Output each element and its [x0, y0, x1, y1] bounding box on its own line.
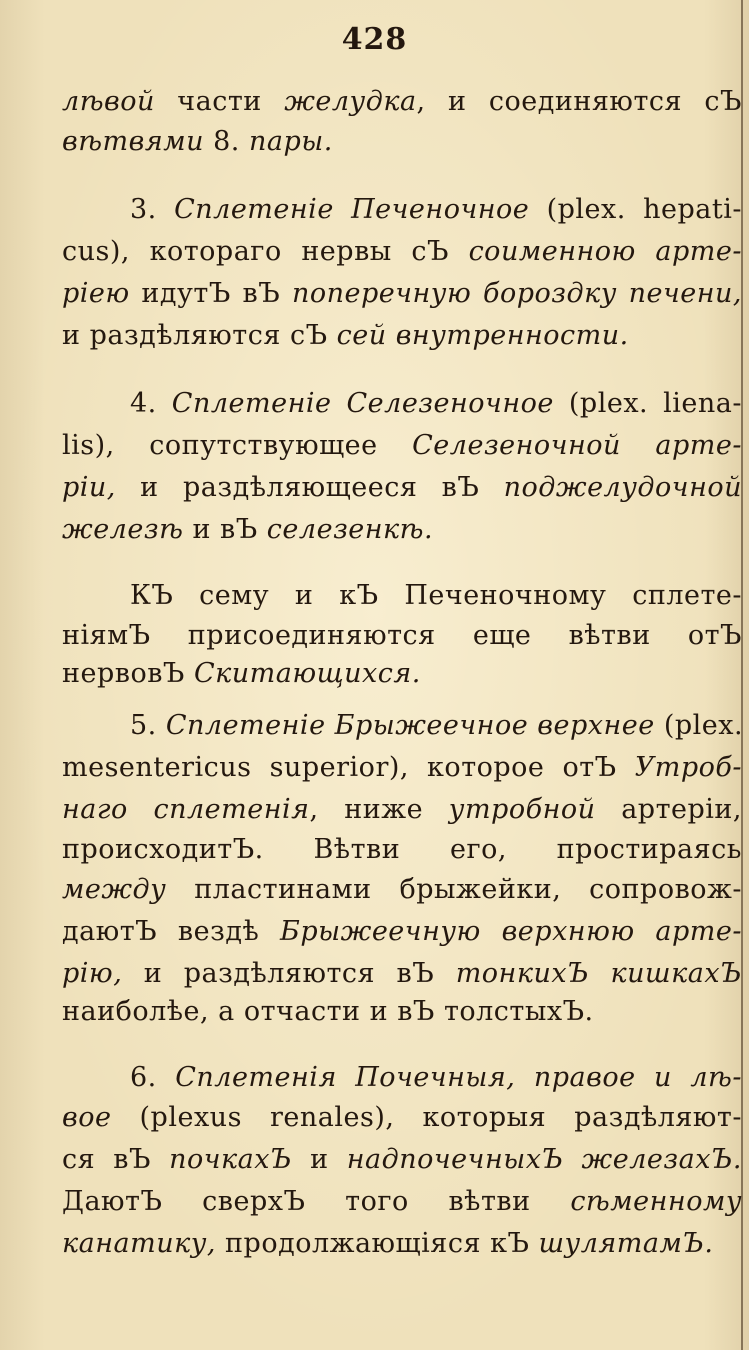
page-number: 428: [341, 22, 408, 57]
text-line: [62, 788, 742, 832]
body-text: и раздѣляющееся вЪ: [115, 472, 504, 503]
italic-term: пары.: [248, 126, 333, 157]
italic-term: Скитающихся.: [193, 658, 421, 689]
italic-term: поджелудочной: [503, 472, 742, 503]
italic-term: соименною арте-: [468, 236, 742, 267]
italic-term: Селезеночной арте-: [412, 430, 742, 461]
italic-term: надпочечныхЪ железахЪ.: [346, 1144, 742, 1175]
italic-term: ріею: [62, 278, 130, 309]
text-line: [62, 1138, 742, 1182]
italic-term: сей внутренности.: [336, 320, 629, 351]
body-text: , ниже: [309, 794, 449, 825]
text-line: [62, 746, 742, 790]
body-text: (plexus renales), которыя раздѣляют-: [111, 1102, 742, 1133]
body-text: ніямЪ присоединяются еще вѣтви отЪ: [62, 620, 742, 651]
body-text: наиболѣе, а отчасти и вЪ толстыхЪ.: [62, 996, 594, 1027]
italic-term: рію,: [62, 958, 123, 989]
text-line: [62, 230, 742, 274]
body-text: и раздѣляются вЪ: [122, 958, 456, 989]
text-line: [130, 574, 742, 618]
text-line: [62, 868, 742, 912]
text-line: [130, 188, 742, 232]
italic-term: Утроб-: [634, 752, 742, 783]
body-text: даютЪ вездѣ: [62, 916, 281, 947]
body-text: и: [291, 1144, 347, 1175]
body-text: (plex. liena-: [553, 388, 743, 419]
italic-term: канатику,: [62, 1228, 216, 1259]
text-line: [62, 272, 742, 316]
body-text: пластинами брыжейки, сопровож-: [166, 874, 742, 905]
body-text: 8.: [204, 126, 249, 157]
italic-term: тонкихЪ кишкахЪ: [455, 958, 742, 989]
italic-term: Брыжеечную верхнюю арте-: [280, 916, 742, 947]
italic-term: между: [62, 874, 167, 905]
body-text: , и соединяются сЪ: [416, 86, 743, 117]
italic-term: Сплетеніе Селезеночное: [171, 388, 554, 419]
italic-term: наго сплетенія: [62, 794, 310, 825]
text-line: [62, 1180, 742, 1224]
italic-term: поперечную бороздку печени,: [291, 278, 742, 309]
body-text: 3.: [130, 194, 175, 225]
text-line: [62, 80, 742, 124]
body-text: mesentericus superior), которое отЪ: [62, 752, 635, 783]
text-line: [62, 120, 742, 164]
italic-term: селезенкѣ.: [266, 514, 434, 545]
text-line: [62, 910, 742, 954]
italic-term: железѣ: [62, 514, 184, 545]
body-text: lis), сопутствующее: [62, 430, 413, 461]
italic-term: вѣтвями: [62, 126, 205, 157]
body-text: cus), котораго нервы сЪ: [62, 236, 469, 267]
body-text: (plex. hepati-: [529, 194, 743, 225]
body-text: продолжающіяся кЪ: [215, 1228, 539, 1259]
italic-term: утробной: [448, 794, 596, 825]
italic-term: шулятамЪ.: [538, 1228, 714, 1259]
italic-term: Сплетеніе Брыжеечное верхнее: [165, 710, 655, 741]
text-line: [62, 990, 742, 1034]
italic-term: Сплетенія Почечныя,: [175, 1062, 516, 1093]
body-text: КЪ сему и кЪ Печеночному сплете-: [130, 580, 742, 611]
text-line: [62, 508, 742, 552]
text-line: [130, 704, 742, 748]
italic-term: почкахЪ: [169, 1144, 292, 1175]
text-line: [62, 466, 742, 510]
italic-term: Сплетеніе Печеночное: [174, 194, 530, 225]
body-text: идутЪ вЪ: [129, 278, 292, 309]
body-text: происходитЪ. Вѣтви его, простираясь: [62, 834, 742, 865]
italic-term: желудка: [284, 86, 417, 117]
body-text: ДаютЪ сверхЪ того вѣтви: [62, 1186, 571, 1217]
text-line: [62, 314, 742, 358]
italic-term: ріи,: [62, 472, 116, 503]
italic-term: сѣменному: [570, 1186, 742, 1217]
body-text: артеріи,: [595, 794, 742, 825]
body-text: [515, 1062, 533, 1093]
body-text: 5.: [130, 710, 166, 741]
italic-term: лѣвой: [62, 86, 155, 117]
text-line: [62, 1222, 742, 1266]
body-text: ся вЪ: [62, 1144, 170, 1175]
text-line: [130, 382, 742, 426]
body-text: части: [154, 86, 285, 117]
text-line: [62, 1096, 742, 1140]
body-text: 4.: [130, 388, 172, 419]
italic-term: правое и лѣ-: [533, 1062, 742, 1093]
text-line: [62, 424, 742, 468]
italic-term: вое: [62, 1102, 112, 1133]
body-text: 6.: [130, 1062, 176, 1093]
body-text: и раздѣляются сЪ: [62, 320, 337, 351]
body-text: (plex.: [654, 710, 744, 741]
text-line: [62, 828, 742, 872]
body-text: нервовЪ: [62, 658, 194, 689]
text-line: [130, 1056, 742, 1100]
body-text: и вЪ: [183, 514, 267, 545]
text-line: [62, 652, 742, 696]
